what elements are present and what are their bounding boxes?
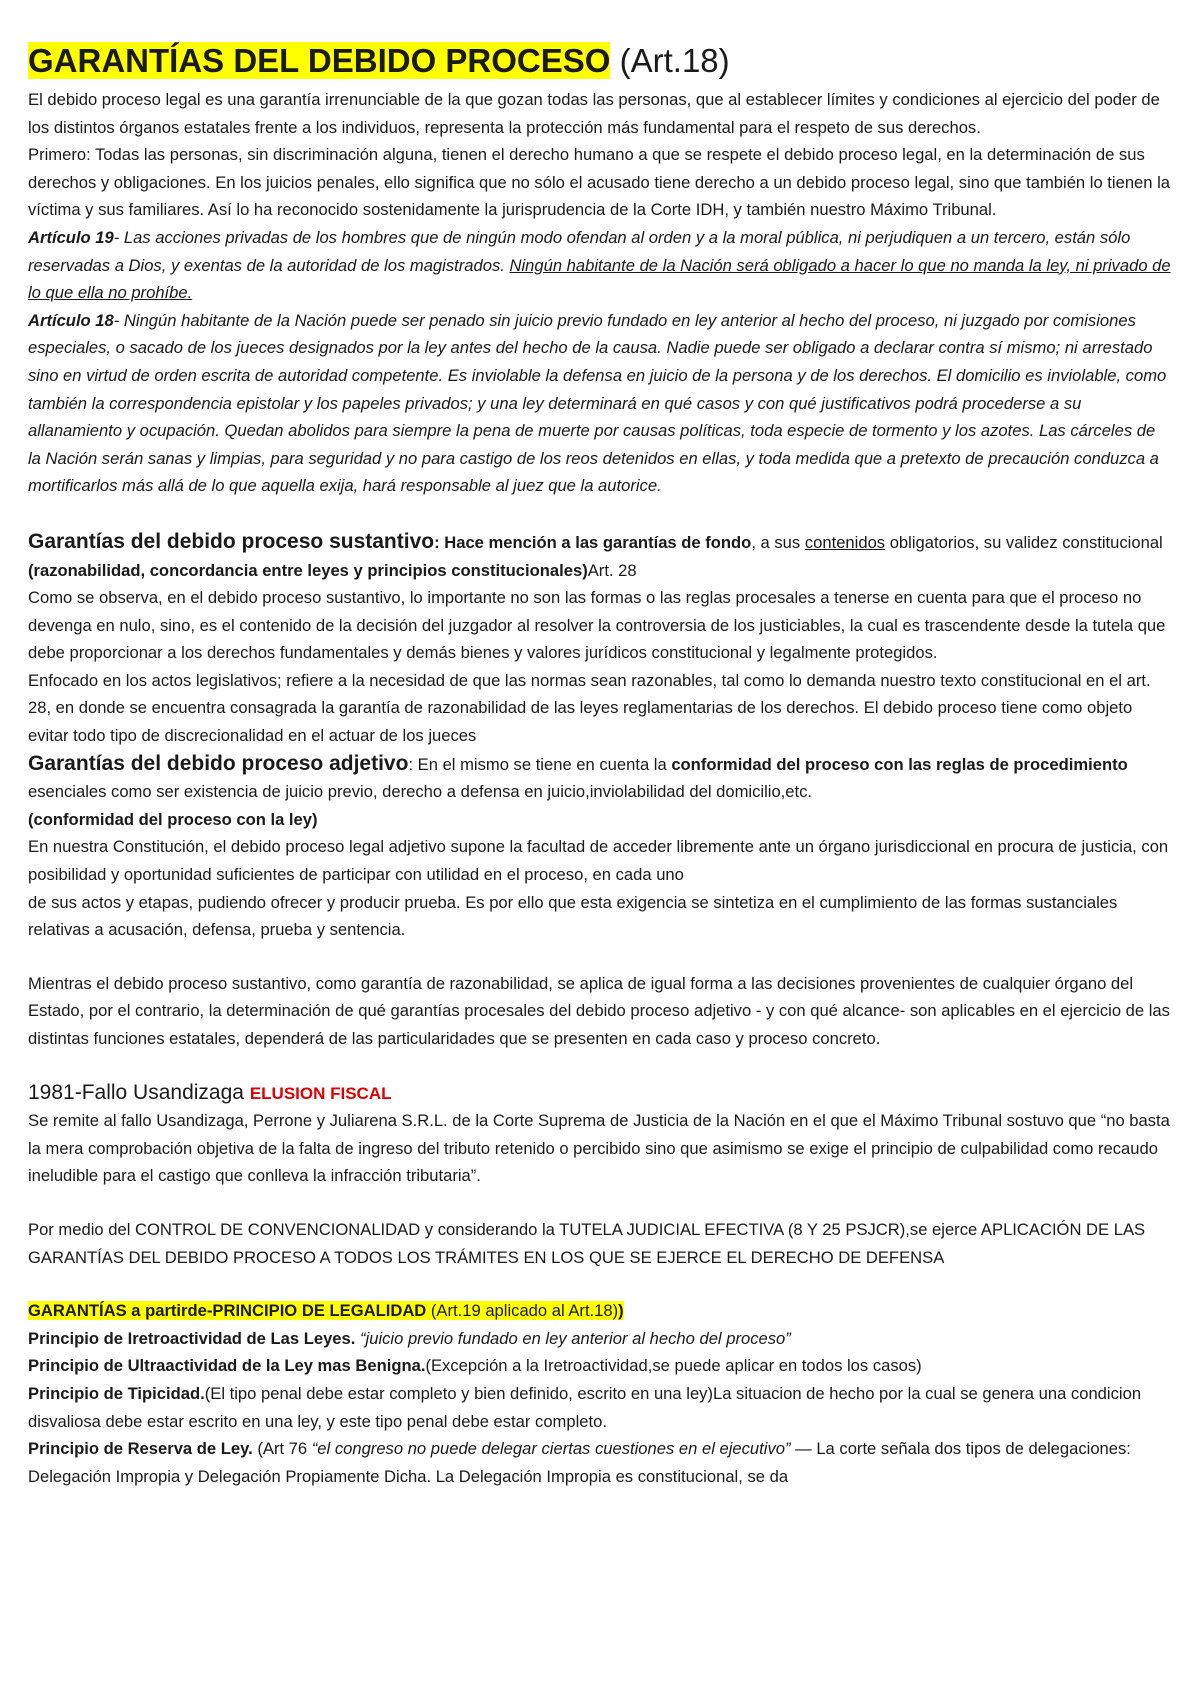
legalidad-item xyxy=(28,1435,1172,1490)
sustantivo-lead-end: Art. 28 xyxy=(587,560,637,580)
legalidad-item-text: (Art 76 xyxy=(252,1439,312,1459)
fallo-paragraph-2: Por medio del CONTROL DE CONVENCIONALIDAD y considerando la TUTELA JUDICIAL EFECTIVA (8 Y 25 PSJCR),se ejerce APLICACIÓN DE LAS GARANTÍAS DEL DEBIDO PROCESO A TODOS LOS TRÁMITES EN LOS QUE SE EJERCE EL DERECHO DE DEFENSA xyxy=(28,1219,1146,1267)
legalidad-item-label: Principio de Tipicidad. xyxy=(28,1383,205,1403)
article-19-text: - Las acciones privadas de los hombres que de ningún modo ofendan al orden y a la moral pública, ni perjudiquen a un tercero, están sólo reservadas a Dios, y exentas de la autoridad de los magistrados. xyxy=(28,227,1131,275)
adjetivo-t2: esenciales como ser existencia de juicio previo, derecho a defensa en juicio,inviolabilidad del domicilio,etc. xyxy=(28,782,813,802)
legalidad-item-label: Principio de Ultraactividad de la Ley mas Benigna. xyxy=(28,1356,426,1376)
legalidad-heading-line xyxy=(28,1297,1172,1325)
adjetivo-t1: : En el mismo se tiene en cuenta la xyxy=(408,754,672,774)
adjetivo-heading: Garantías del debido proceso adjetivo xyxy=(28,751,409,775)
primero-paragraph: Primero: Todas las personas, sin discriminación alguna, tienen el derecho humano a que se respete el debido proceso legal, en la determinación de sus derechos y obligaciones. En los juicios penales, ello significa que no sólo el acusado tiene derecho a un debido proceso legal, sino que también lo tienen la víctima y sus familiares. Así lo ha reconocido sostenidamente la jurisprudencia de la Corte IDH, y también nuestro Máximo Tribunal. xyxy=(28,145,1171,220)
sustantivo-paragraph-2: Enfocado en los actos legislativos; refiere a la necesidad de que las normas sean razonables, tal como lo demanda nuestro texto constitucional en el art. 28, en donde se encuentra consagrada la garantía de razonabilidad de las leyes reglamentarias de los derechos. El debido proceso tiene como objeto evitar todo tipo de discrecionalidad en el actuar de los jueces xyxy=(28,670,1151,746)
fallo-paragraph-1: Se remite al fallo Usandizaga, Perrone y Juliarena S.R.L. de la Corte Suprema de Justicia de la Nación en el que el Máximo Tribunal sostuvo que “no basta la mera comprobación objetiva de la falta de ingreso del tributo retenido o percibido sino que asimismo se exige el principio de culpabilidad como recaudo ineludible para el castigo que conlleva la infracción tributaria”. xyxy=(28,1111,1170,1186)
adjetivo-paragraph-1: En nuestra Constitución, el debido proceso legal adjetivo supone la facultad de acceder libremente ante un órgano jurisdiccional en procura de justicia, con posibilidad y oportunidad suficientes de participar con utilidad en el proceso, en cada uno xyxy=(28,837,1169,885)
sustantivo-lead-bold2: (razonabilidad, concordancia entre leyes y principios constitucionales) xyxy=(28,560,588,580)
article-19 xyxy=(28,224,1172,307)
article-18-label: Artículo 18 xyxy=(28,310,114,330)
adjetivo-paragraph-3: Mientras el debido proceso sustantivo, como garantía de razonabilidad, se aplica de igual forma a las decisiones provenientes de cualquier órgano del Estado, por el contrario, la determinación de qué garantías procesales del debido proceso adjetivo - y con qué alcance- son aplicables en el ejercicio de las distintas funciones estatales, dependerá de las particularidades que se presenten en cada caso y proceso concreto. xyxy=(28,973,1170,1048)
adjetivo-b1: conformidad del proceso con las reglas de procedimiento xyxy=(671,754,1128,774)
legalidad-item xyxy=(28,1380,1172,1435)
sustantivo-lead-underlined: contenidos xyxy=(804,532,886,552)
legalidad-heading-close: ) xyxy=(618,1301,624,1321)
sustantivo-lead-bold: : Hace mención a las garantías de fondo xyxy=(434,532,752,552)
sustantivo-heading: Garantías del debido proceso sustantivo xyxy=(28,529,435,553)
legalidad-item-label: Principio de Iretroactividad de Las Leyes. xyxy=(28,1328,356,1348)
legalidad-heading-box xyxy=(28,1301,624,1320)
legalidad-item-label: Principio de Reserva de Ley. xyxy=(28,1439,253,1459)
legalidad-heading: GARANTÍAS a partirde-PRINCIPIO DE LEGALIDAD xyxy=(28,1301,431,1321)
document-title xyxy=(28,38,1172,84)
fallo-heading-line xyxy=(28,1079,1172,1108)
sustantivo-paragraph-1: Como se observa, en el debido proceso sustantivo, lo importante no son las formas o las reglas procesales a tenerse en cuenta para que el proceso no devenga en nulo, sino, es el contenido de la decisión del juzgador al resolver la controversia de los justiciables, la cual es trascendente desde la tutela que debe proporcionar a los derechos fundamentales y demás bienes y valores jurídicos constitucional y legalmente protegidos. xyxy=(28,588,1166,663)
legalidad-item-tail: — La corte señala dos tipos de delegaciones: Delegación Impropia y Delegación Propiamente Dicha. La Delegación Impropia es constitucional, se da xyxy=(28,1439,1131,1486)
title-suffix: (Art.18) xyxy=(610,42,730,79)
adjetivo-lead xyxy=(28,750,1172,806)
adjetivo-b2: (conformidad del proceso con la ley) xyxy=(28,809,318,829)
legalidad-item xyxy=(28,1352,1172,1380)
fallo-heading: 1981-Fallo Usandizaga xyxy=(28,1080,250,1104)
legalidad-item-italic: “el congreso no puede delegar ciertas cuestiones en el ejecutivo” xyxy=(311,1439,791,1459)
article-19-underlined: Ningún habitante de la Nación será obligado a hacer lo que no manda la ley, ni privado de lo que ella no prohíbe. xyxy=(28,255,1171,303)
sustantivo-lead-rest2: obligatorios, su validez constitucional xyxy=(885,532,1163,552)
sustantivo-lead-rest: , a sus xyxy=(751,532,805,552)
legalidad-item-text: (El tipo penal debe estar completo y bien definido, escrito en una ley)La situacion de hecho por la cual se genera una condicion disvaliosa debe estar escrito en una ley, y este tipo penal debe estar completo. xyxy=(28,1383,1142,1431)
article-18 xyxy=(28,307,1172,500)
article-18-text: - Ningún habitante de la Nación puede ser penado sin juicio previo fundado en ley anterior al hecho del proceso, ni juzgado por comisiones especiales, o sacado de los jueces designados por la ley antes del hecho de la causa. Nadie puede ser obligado a declarar contra sí mismo; ni arrestado sino en virtud de orden escrita de autoridad competente. Es inviolable la defensa en juicio de la persona y de los derechos. El domicilio es inviolable, como también la correspondencia epistolar y los papeles privados; y una ley determinará en qué casos y con qué justificativos podrá procederse a su allanamiento y ocupación. Quedan abolidos para siempre la pena de muerte por causas políticas, toda especie de tormento y los azotes. Las cárceles de la Nación serán sanas y limpias, para seguridad y no para castigo de los reos detenidos en ellas, y toda medida que a pretexto de precaución conduzca a mortificarlos más allá de lo que aquella exija, hará responsable al juez que la autorice. xyxy=(28,310,1167,496)
fallo-tag: ELUSION FISCAL xyxy=(249,1083,392,1103)
legalidad-item xyxy=(28,1325,1172,1353)
legalidad-heading-paren: (Art.19 aplicado al Art.18) xyxy=(430,1301,619,1321)
legalidad-item-text: “juicio previo fundado en ley anterior al hecho del proceso” xyxy=(355,1328,791,1348)
article-19-label: Artículo 19 xyxy=(28,227,114,247)
adjetivo-paragraph-2: de sus actos y etapas, pudiendo ofrecer y producir prueba. Es por ello que esta exigencia se sintetiza en el cumplimiento de las formas sustanciales relativas a acusación, defensa, prueba y sentencia. xyxy=(28,892,1118,940)
title-highlighted: GARANTÍAS DEL DEBIDO PROCESO xyxy=(28,42,611,79)
legalidad-item-text: (Excepción a la Iretroactividad,se puede aplicar en todos los casos) xyxy=(425,1356,922,1376)
sustantivo-lead xyxy=(28,528,1172,584)
intro-paragraph: El debido proceso legal es una garantía irrenunciable de la que gozan todas las personas, que al establecer límites y condiciones al ejercicio del poder de los distintos órganos estatales frente a los individuos, representa la protección más fundamental para el respeto de sus derechos. xyxy=(28,90,1160,137)
